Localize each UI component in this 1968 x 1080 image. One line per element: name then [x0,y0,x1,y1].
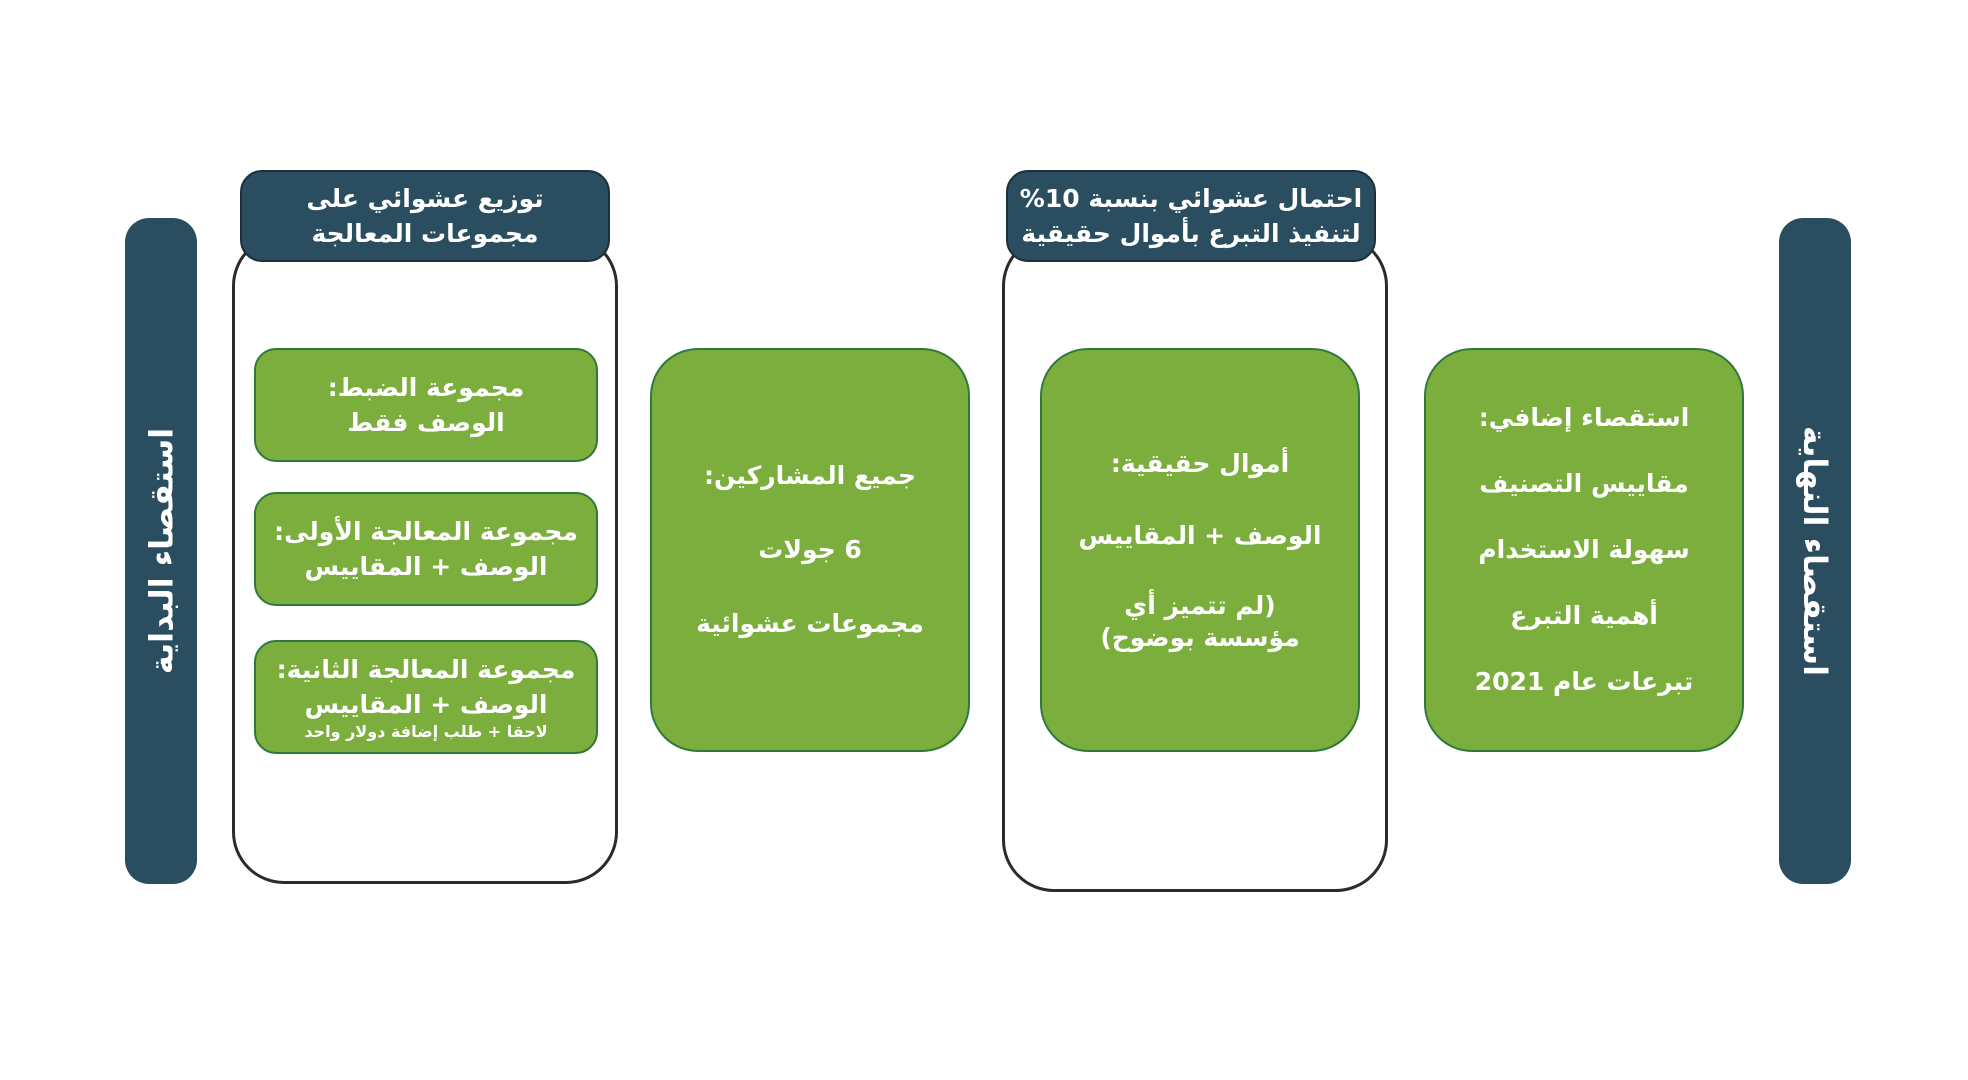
control-group-title: مجموعة الضبط: [327,373,525,402]
real-money-note-line1: (لم تتميز أي [1124,591,1276,620]
all-participants-title: جميع المشاركين: [704,461,916,490]
real-money-title: أموال حقيقية: [1110,449,1290,478]
treatment-group-1-box [254,492,598,606]
real-money-note-line2: مؤسسة بوضوح) [1100,623,1300,652]
additional-survey-item-usability: سهولة الاستخدام [1478,535,1690,564]
real-money-header-line2: لتنفيذ التبرع بأموال حقيقية [1021,219,1361,248]
additional-survey-item-rating: مقاييس التصنيف [1479,469,1689,498]
treatment-group-2-box [254,640,598,754]
all-participants-rounds: 6 جولات [758,535,862,564]
start-survey-label: استقصاء البداية [142,427,180,675]
end-survey-label: استقصاء النهاية [1796,425,1834,677]
additional-survey-box [1424,348,1744,752]
additional-survey-title: استقصاء إضافي: [1478,403,1690,432]
treatment-group-2-note: لاحقا + طلب إضافة دولار واحد [304,722,548,741]
control-group-box [254,348,598,462]
randomization-header [240,170,610,262]
real-money-header [1006,170,1376,262]
randomization-header-line1: توزيع عشوائي على [306,184,544,213]
additional-survey-item-donations: تبرعات عام 2021 [1474,667,1694,696]
all-participants-box [650,348,970,752]
treatment-group-1-desc: الوصف + المقاييس [304,552,548,581]
real-money-desc: الوصف + المقاييس [1078,521,1322,550]
start-survey-bar [125,218,197,884]
treatment-group-1-title: مجموعة المعالجة الأولى: [274,517,578,546]
real-money-box [1040,348,1360,752]
real-money-header-line1: احتمال عشوائي بنسبة 10% [1019,184,1363,213]
all-participants-groups: مجموعات عشوائية [696,609,924,638]
treatment-group-2-title: مجموعة المعالجة الثانية: [276,655,576,684]
randomization-header-line2: مجموعات المعالجة [311,219,539,248]
end-survey-bar [1779,218,1851,884]
treatment-group-2-desc: الوصف + المقاييس [304,690,548,719]
control-group-desc: الوصف فقط [347,408,505,437]
additional-survey-item-importance: أهمية التبرع [1510,601,1658,630]
